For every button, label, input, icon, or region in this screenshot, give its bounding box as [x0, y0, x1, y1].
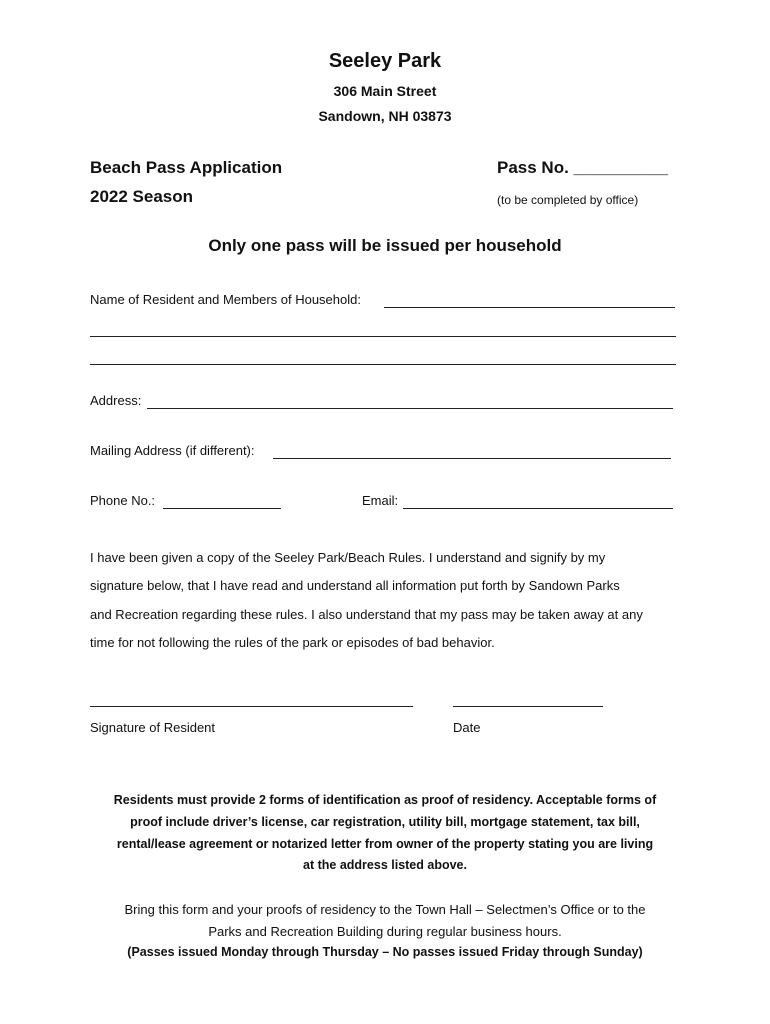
- household-field-line-2[interactable]: [90, 336, 676, 337]
- household-label: Name of Resident and Members of Household:: [90, 292, 361, 307]
- instructions-line-3: (Passes issued Monday through Thursday – No passes issued Friday through Sunday): [127, 945, 643, 959]
- instructions-line-2: Parks and Recreation Building during regular business hours.: [208, 924, 562, 939]
- household-notice: Only one pass will be issued per household: [208, 236, 562, 255]
- residency-line-2: proof include driver’s license, car registration, utility bill, mortgage statement, tax bill,: [130, 815, 640, 829]
- signature-label: Signature of Resident: [90, 720, 216, 735]
- phone-label: Phone No.:: [90, 493, 156, 508]
- date-label: Date: [453, 720, 481, 735]
- agreement-line-4: time for not following the rules of the park or episodes of bad behavior.: [90, 635, 495, 650]
- agreement-line-3: and Recreation regarding these rules. I also understand that my pass may be taken away at any: [90, 607, 643, 622]
- pass-number-label: Pass No. __________: [497, 158, 669, 177]
- city-state-zip: Sandown, NH 03873: [318, 108, 452, 124]
- street-address: 306 Main Street: [333, 83, 437, 99]
- pass-number-note: (to be completed by office): [497, 193, 639, 207]
- email-field[interactable]: [403, 508, 673, 509]
- form-title: Beach Pass Application: [90, 158, 283, 177]
- instructions-line-1: Bring this form and your proofs of residency to the Town Hall – Selectmen’s Office or to the: [124, 902, 646, 917]
- residency-line-3: rental/lease agreement or notarized letter from owner of the property stating you are living: [116, 837, 654, 851]
- agreement-line-1: I have been given a copy of the Seeley Park/Beach Rules. I understand and signify by my: [90, 550, 606, 565]
- date-field[interactable]: [453, 706, 603, 707]
- season-label: 2022 Season: [90, 187, 194, 206]
- household-field-line-3[interactable]: [90, 364, 676, 365]
- signature-field[interactable]: [90, 706, 413, 707]
- residency-line-1: Residents must provide 2 forms of identification as proof of residency. Acceptable forms of: [113, 793, 657, 807]
- address-field[interactable]: [147, 408, 673, 409]
- phone-field[interactable]: [163, 508, 281, 509]
- address-label: Address:: [90, 393, 142, 408]
- email-label: Email:: [362, 493, 399, 508]
- org-name: Seeley Park: [328, 50, 442, 72]
- agreement-line-2: signature below, that I have read and understand all information put forth by Sandown Parks: [90, 578, 620, 593]
- mailing-address-field[interactable]: [273, 458, 671, 459]
- residency-line-4: at the address listed above.: [303, 858, 467, 872]
- mailing-address-label: Mailing Address (if different):: [90, 443, 255, 458]
- household-field[interactable]: [384, 307, 675, 308]
